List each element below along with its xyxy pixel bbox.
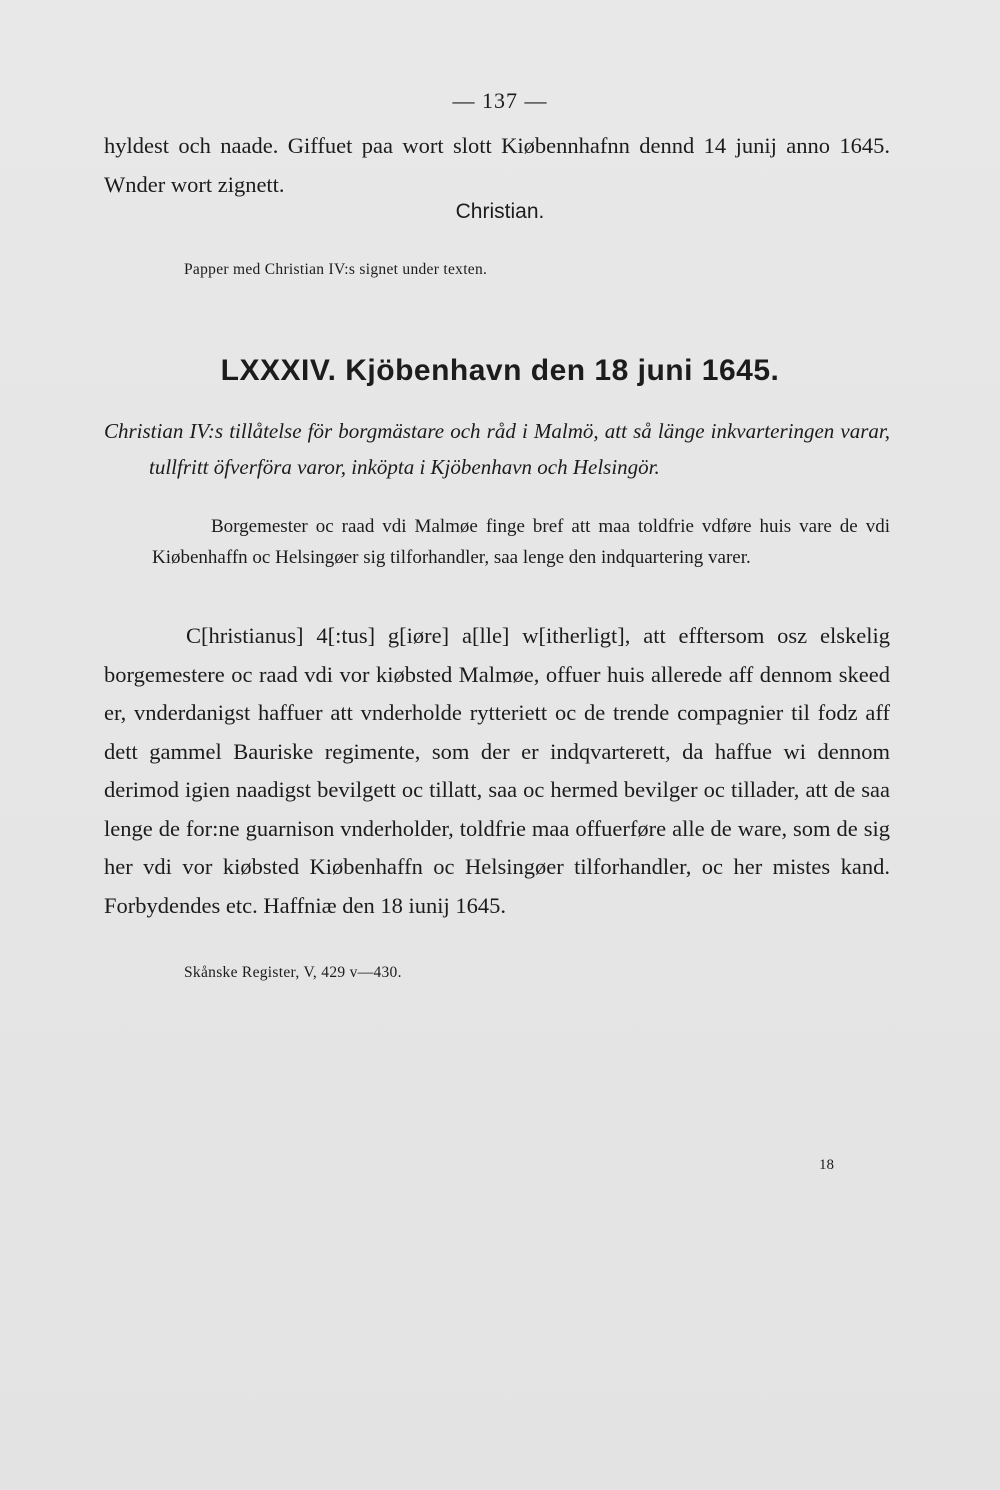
document-body-text: C[hristianus] 4[:tus] g[iøre] a[lle] w[itherligt], att efftersom osz elskelig borgemestere oc raad vdi vor kiøbsted Malmøe, offuer huis allerede aff dennom skeed er, vnderdanigst haffuer att vnderholde rytteriett oc de trende compagnier til fodz aff dett gammel Bauriske regimente, som der er indqvarterett, da haffue wi dennom derimod igien naadigst bevilgett oc tillatt, saa oc hermed bevilger oc tillader, att de saa lenge de for:ne guarnison vnderholder, toldfrie maa offuerføre alle de ware, som de sig her vdi vor kiøbsted Kiøbenhaffn oc Helsingøer tilforhandler, oc her mistes kand. Forbydendes etc. Haffniæ den 18 iunij 1645. [104,623,890,918]
source-note: Papper med Christian IV:s signet under texten. [184,261,488,278]
document-body [104,617,890,925]
document-heading [0,354,1000,388]
signature: Christian. [455,200,545,223]
paragraph-continuation: hyldest och naade. Giffuet paa wort slott Kiøbennhafnn dennd 14 junij anno 1645. Wnder wort zignett. [104,133,890,197]
sheet-number: 18 [819,1157,834,1173]
document-number: LXXXIV. [220,354,337,387]
page-number: — 137 — [452,88,548,113]
document-summary [104,413,890,485]
source-note-register: Skånske Register, V, 429 v—430. [184,964,402,981]
summary-text: Christian IV:s tillåtelse för borgmästare och råd i Malmö, att så länge inkvarteringen varar, tullfritt öfverföra varor, inköpta i Kjöbenhavn och Helsingör. [104,419,890,479]
regest-text: Borgemester oc raad vdi Malmøe finge bref att maa toldfrie vdføre huis vare de vdi Kiøbenhaffn oc Helsingøer sig tilforhandler, saa lenge den indquartering varer. [152,516,890,568]
regest [152,511,890,573]
document-title: Kjöbenhavn den 18 juni 1645. [345,354,780,387]
